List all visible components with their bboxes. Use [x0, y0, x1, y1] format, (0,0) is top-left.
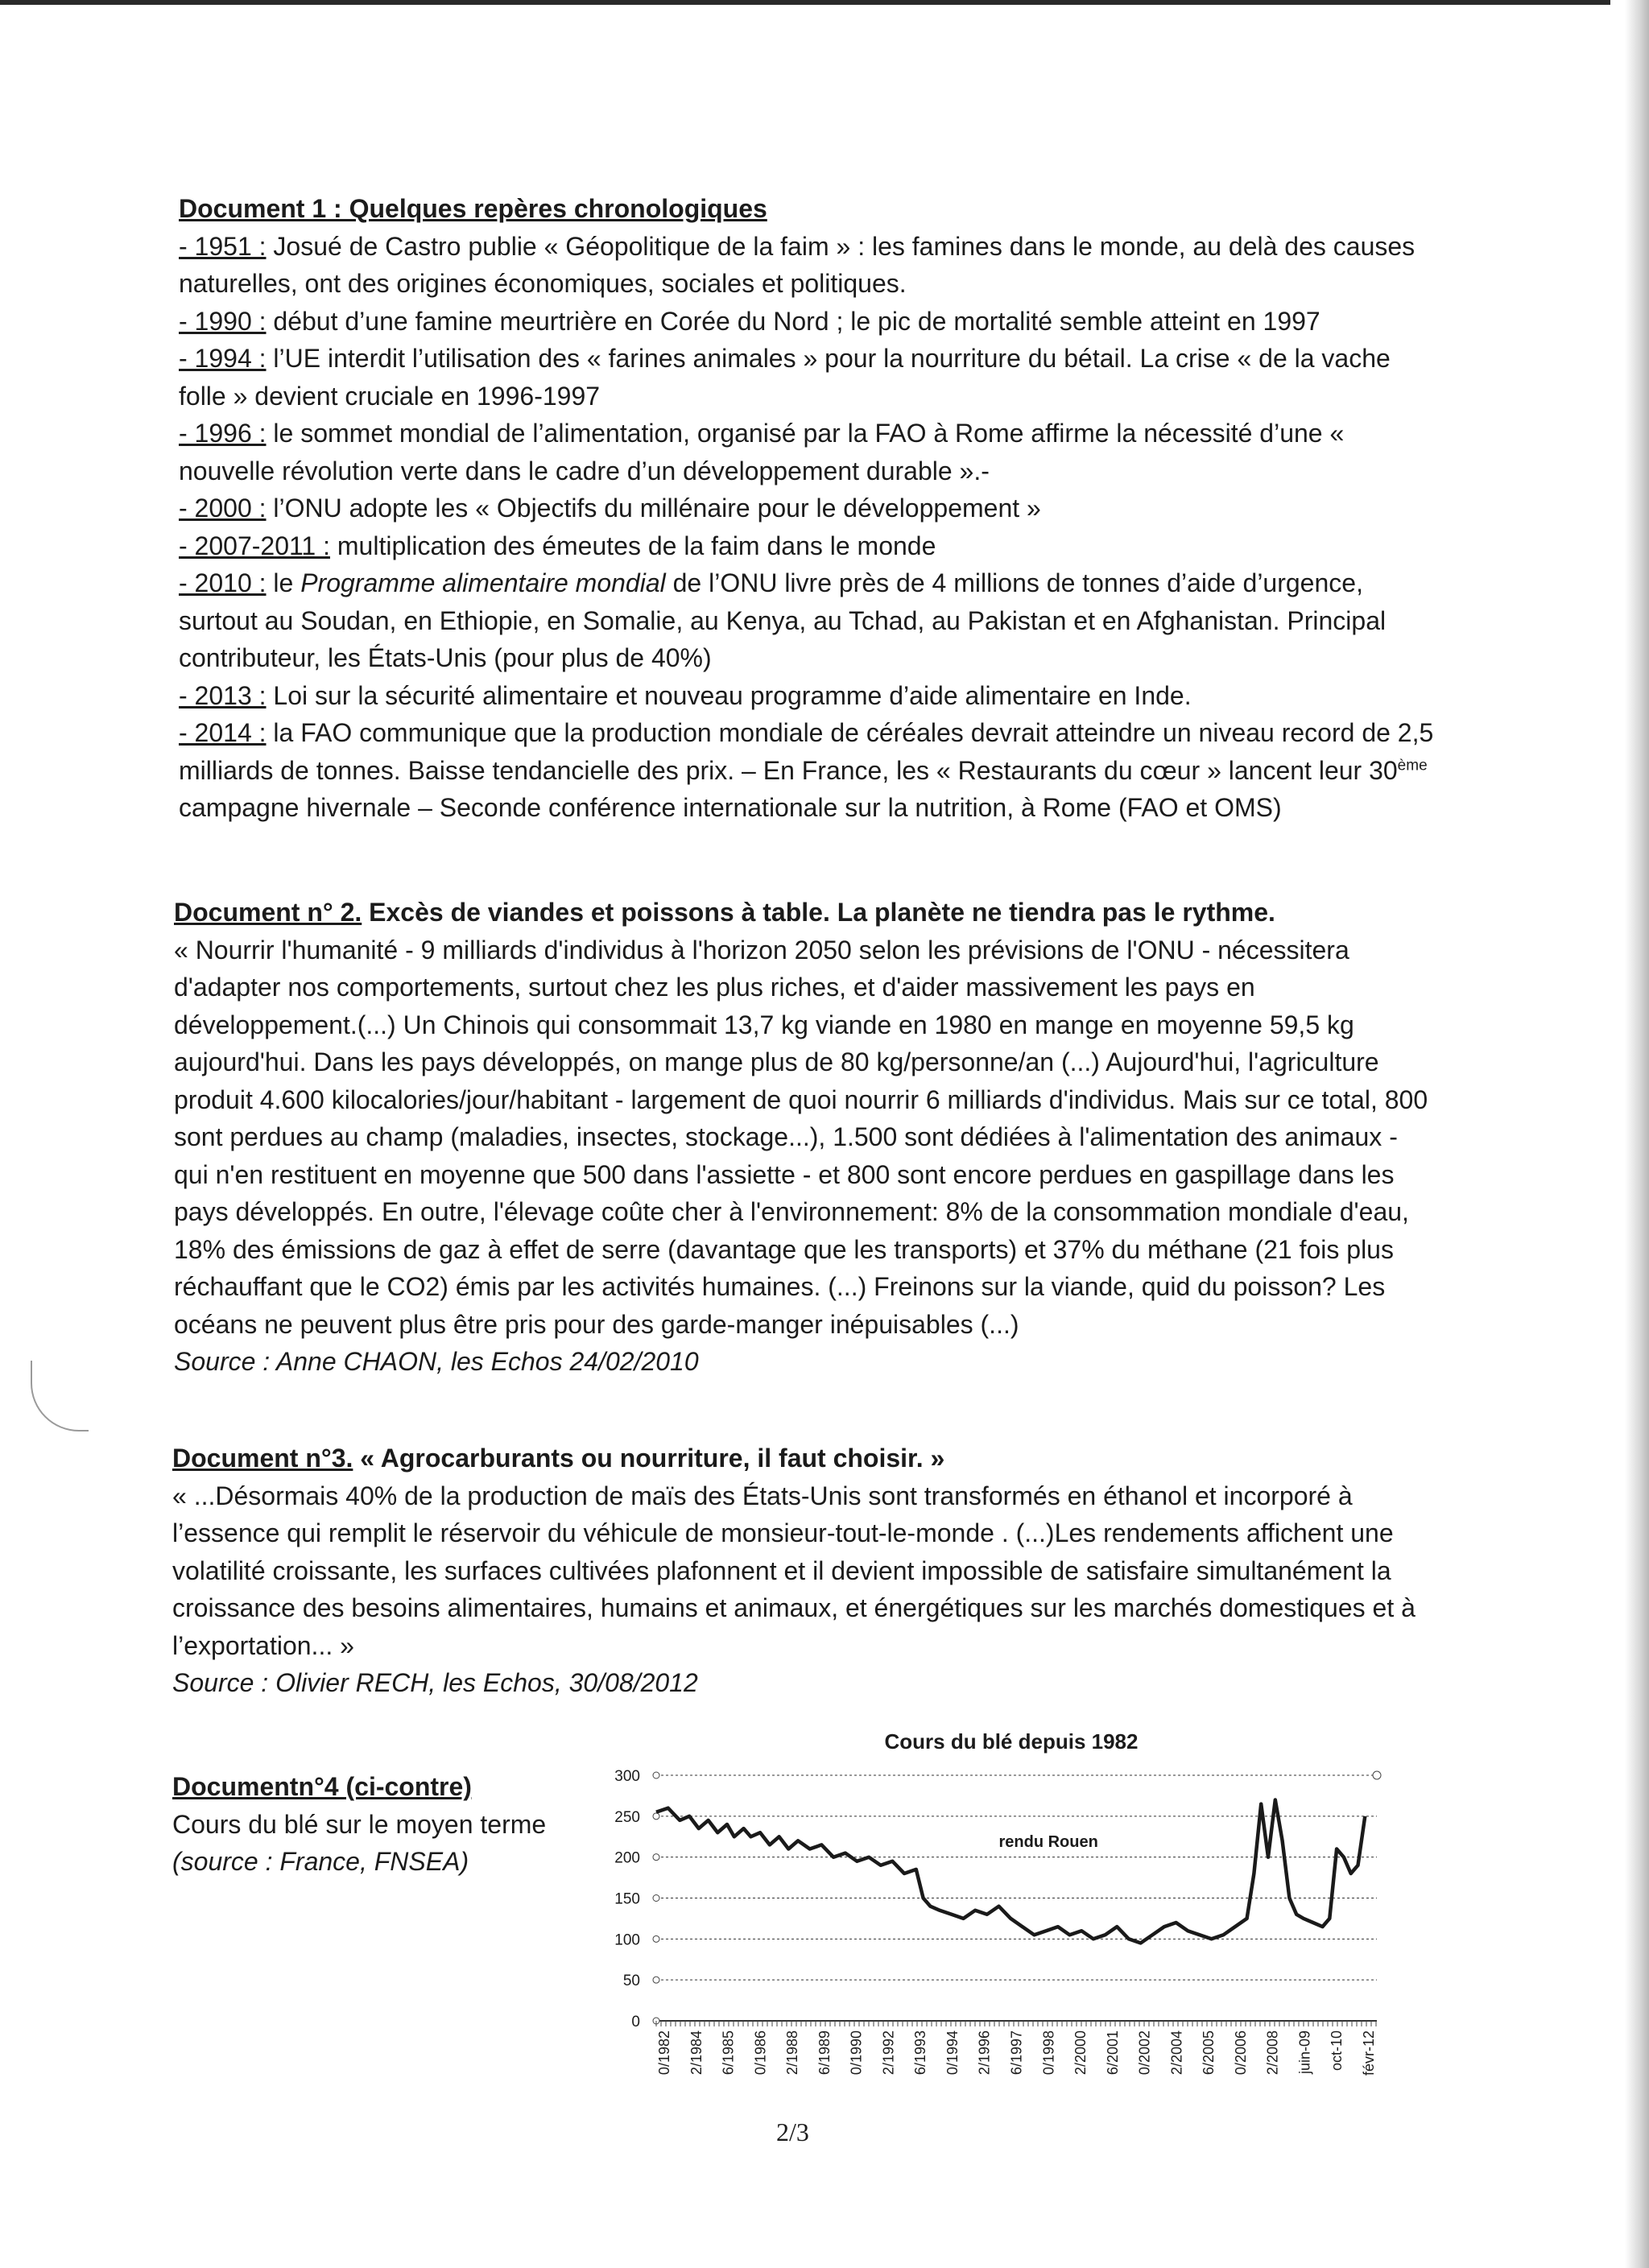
doc1-entry-1996: - 1996 : le sommet mondial de l’alimentation, organisé par la FAO à Rome affirme la nécessité d’une « nouvelle révolution verte dans le cadre d’un développement durable ».- [179, 419, 1345, 485]
doc3-source: Source : Olivier RECH, les Echos, 30/08/2012 [172, 1668, 698, 1697]
doc3-body: « ...Désormais 40% de la production de maïs des États-Unis sont transformés en éthanol et incorporé à l’essence qui remplit le réservoir du véhicule de monsieur-tout-le-monde . (...)Les rendements affichent une volatilité croissante, les surfaces cultivées plafonnent et il devient impossible de satisfaire simultanément la croissance des besoins alimentaires, humains et animaux, et énergétiques sur les marchés domestiques et à l’exportation... » [172, 1481, 1415, 1660]
x-tick-label: juin-09 [1296, 2030, 1313, 2075]
x-tick-label: 6/1993 [912, 2030, 929, 2076]
y-tick-label: 300 [614, 1768, 640, 1785]
y-tick-marker [653, 1895, 659, 1902]
y-tick-label: 50 [622, 1973, 640, 1990]
document-3 [172, 1440, 1428, 1702]
x-tick-label: 2/1984 [688, 2030, 705, 2076]
doc1-entry-2000: - 2000 : l’ONU adopte les « Objectifs du millénaire pour le développement » [179, 494, 1041, 523]
x-tick-label: 0/2002 [1136, 2030, 1153, 2076]
x-tick-label: 0/1986 [752, 2030, 769, 2076]
doc1-title: Document 1 : Quelques repères chronologiques [179, 194, 767, 223]
y-tick-label: 150 [614, 1890, 640, 1908]
x-tick-label: 6/2001 [1104, 2030, 1121, 2076]
page-number: 2/3 [776, 2117, 809, 2146]
doc1-entry-2014: - 2014 : la FAO communique que la production mondiale de céréales devrait atteindre un niveau record de 2,5 milliards de tonnes. Baisse tendancielle des prix. – En France, les « Restaurants du cœur » lancent leur 30ème campagne hivernale – Seconde conférence internationale sur la nutrition, à Rome (FAO et OMS) [179, 718, 1434, 822]
binder-hole-mark [31, 1361, 89, 1431]
chart-annotation: rendu Rouen [998, 1833, 1098, 1851]
doc2-source: Source : Anne CHAON, les Echos 24/02/2010 [174, 1347, 699, 1376]
doc1-entry-2013: - 2013 : Loi sur la sécurité alimentaire et nouveau programme d’aide alimentaire en Inde. [179, 680, 1192, 710]
document-1 [179, 190, 1435, 827]
chart-x-axis [656, 2021, 1377, 2076]
x-tick-label: 6/1989 [816, 2030, 833, 2076]
doc3-title: Document n°3. « Agrocarburants ou nourriture, il faut choisir. » [172, 1444, 945, 1473]
x-tick-label: oct-10 [1329, 2030, 1345, 2072]
x-tick-label: 2/1988 [784, 2030, 801, 2076]
doc1-entry-1990: - 1990 : début d’une famine meurtrière en Corée du Nord ; le pic de mortalité semble atteint en 1997 [179, 306, 1320, 336]
grid-end-marker [1373, 1771, 1381, 1779]
wheat-price-chart [580, 1723, 1401, 2101]
document-2 [174, 894, 1430, 1381]
x-tick-label: 0/1990 [848, 2030, 865, 2076]
chart-title: Cours du blé depuis 1982 [884, 1729, 1139, 1754]
x-tick-label: 2/2000 [1072, 2030, 1089, 2076]
y-tick-label: 200 [614, 1849, 640, 1867]
x-tick-label: 6/1997 [1008, 2030, 1025, 2076]
y-tick-marker [653, 1935, 659, 1942]
x-tick-label: 2/1992 [880, 2030, 897, 2076]
x-tick-label: 6/2005 [1201, 2030, 1217, 2076]
x-tick-label: 0/1994 [944, 2030, 961, 2076]
doc4-line2: (source : France, FNSEA) [172, 1847, 469, 1876]
y-tick-marker [653, 1813, 659, 1820]
x-tick-label: 2/2004 [1168, 2030, 1185, 2076]
x-tick-label: févr-12 [1361, 2030, 1377, 2076]
y-tick-marker [653, 1854, 659, 1861]
doc1-entry-1994: - 1994 : l’UE interdit l’utilisation des « farines animales » pour la nourriture du bétail. La crise « de la vache folle » devient cruciale en 1996-1997 [179, 344, 1391, 411]
x-tick-label: 2/2008 [1264, 2030, 1281, 2076]
x-tick-label: 6/1985 [720, 2030, 737, 2076]
doc4-line1: Cours du blé sur le moyen terme [172, 1809, 547, 1839]
document-4-caption [172, 1768, 559, 1881]
doc1-entry-2007: - 2007-2011 : multiplication des émeutes de la faim dans le monde [179, 531, 936, 560]
y-tick-marker [653, 1772, 659, 1778]
doc4-label: Documentn°4 (ci-contre) [172, 1772, 472, 1801]
y-tick-marker [653, 1977, 659, 1983]
doc2-body: « Nourrir l'humanité - 9 milliards d'individus à l'horizon 2050 selon les prévisions de l'ONU - nécessitera d'adapter nos comportements, surtout chez les plus riches, et d'aider massivement les pays en développement.(...) Un Chinois qui consommait 13,7 kg viande en 1980 en mange en moyenne 59,5 kg aujourd'hui. Dans les pays développés, on mange plus de 80 kg/personne/an (...) Aujourd'hui, l'agriculture produit 4.600 kilocalories/jour/habitant - largement de quoi nourrir 6 milliards d'individus. Mais sur ce total, 800 sont perdues au champ (maladies, insectes, stockage...), 1.500 sont dédiées à l'alimentation des animaux - qui n'en restituent en moyenne que 500 dans l'assiette - et 800 sont encore perdues en gaspillage dans les pays développés. En outre, l'élevage coûte cher à l'environnement: 8% de la consommation mondiale d'eau, 18% des émissions de gaz à effet de serre (davantage que les transports) et 37% du méthane (21 fois plus réchauffant que le CO2) émis par les activités humaines. (...) Freinons sur la viande, quid du poisson? Les océans ne peuvent plus être pris pour des garde-manger inépuisables (...) [174, 935, 1428, 1339]
x-tick-label: 0/1998 [1040, 2030, 1057, 2076]
scan-top-edge [0, 0, 1610, 5]
doc1-entry-2010: - 2010 : le Programme alimentaire mondial de l’ONU livre près de 4 millions de tonnes d’aide d’urgence, surtout au Soudan, en Ethiopie, en Somalie, au Kenya, au Tchad, au Pakistan et en Afghanistan. Principal contributeur, les États-Unis (pour plus de 40%) [179, 568, 1387, 672]
x-tick-label: 0/2006 [1232, 2030, 1249, 2076]
chart-y-axis [614, 1768, 640, 2030]
doc2-title: Document n° 2. Excès de viandes et poissons à table. La planète ne tiendra pas le rythme. [174, 898, 1275, 927]
y-tick-label: 100 [614, 1931, 640, 1949]
x-tick-label: 0/1982 [656, 2030, 672, 2076]
doc1-entry-1951: - 1951 : Josué de Castro publie « Géopolitique de la faim » : les famines dans le monde, au delà des causes naturelles, ont des origines économiques, sociales et politiques. [179, 231, 1415, 298]
scan-page-edge-shadow [1625, 0, 1649, 2268]
y-tick-label: 0 [631, 2014, 640, 2030]
y-tick-label: 250 [614, 1808, 640, 1826]
chart-gridlines [653, 1771, 1381, 2024]
chart-series-line [656, 1800, 1365, 1944]
x-tick-label: 2/1996 [976, 2030, 993, 2076]
